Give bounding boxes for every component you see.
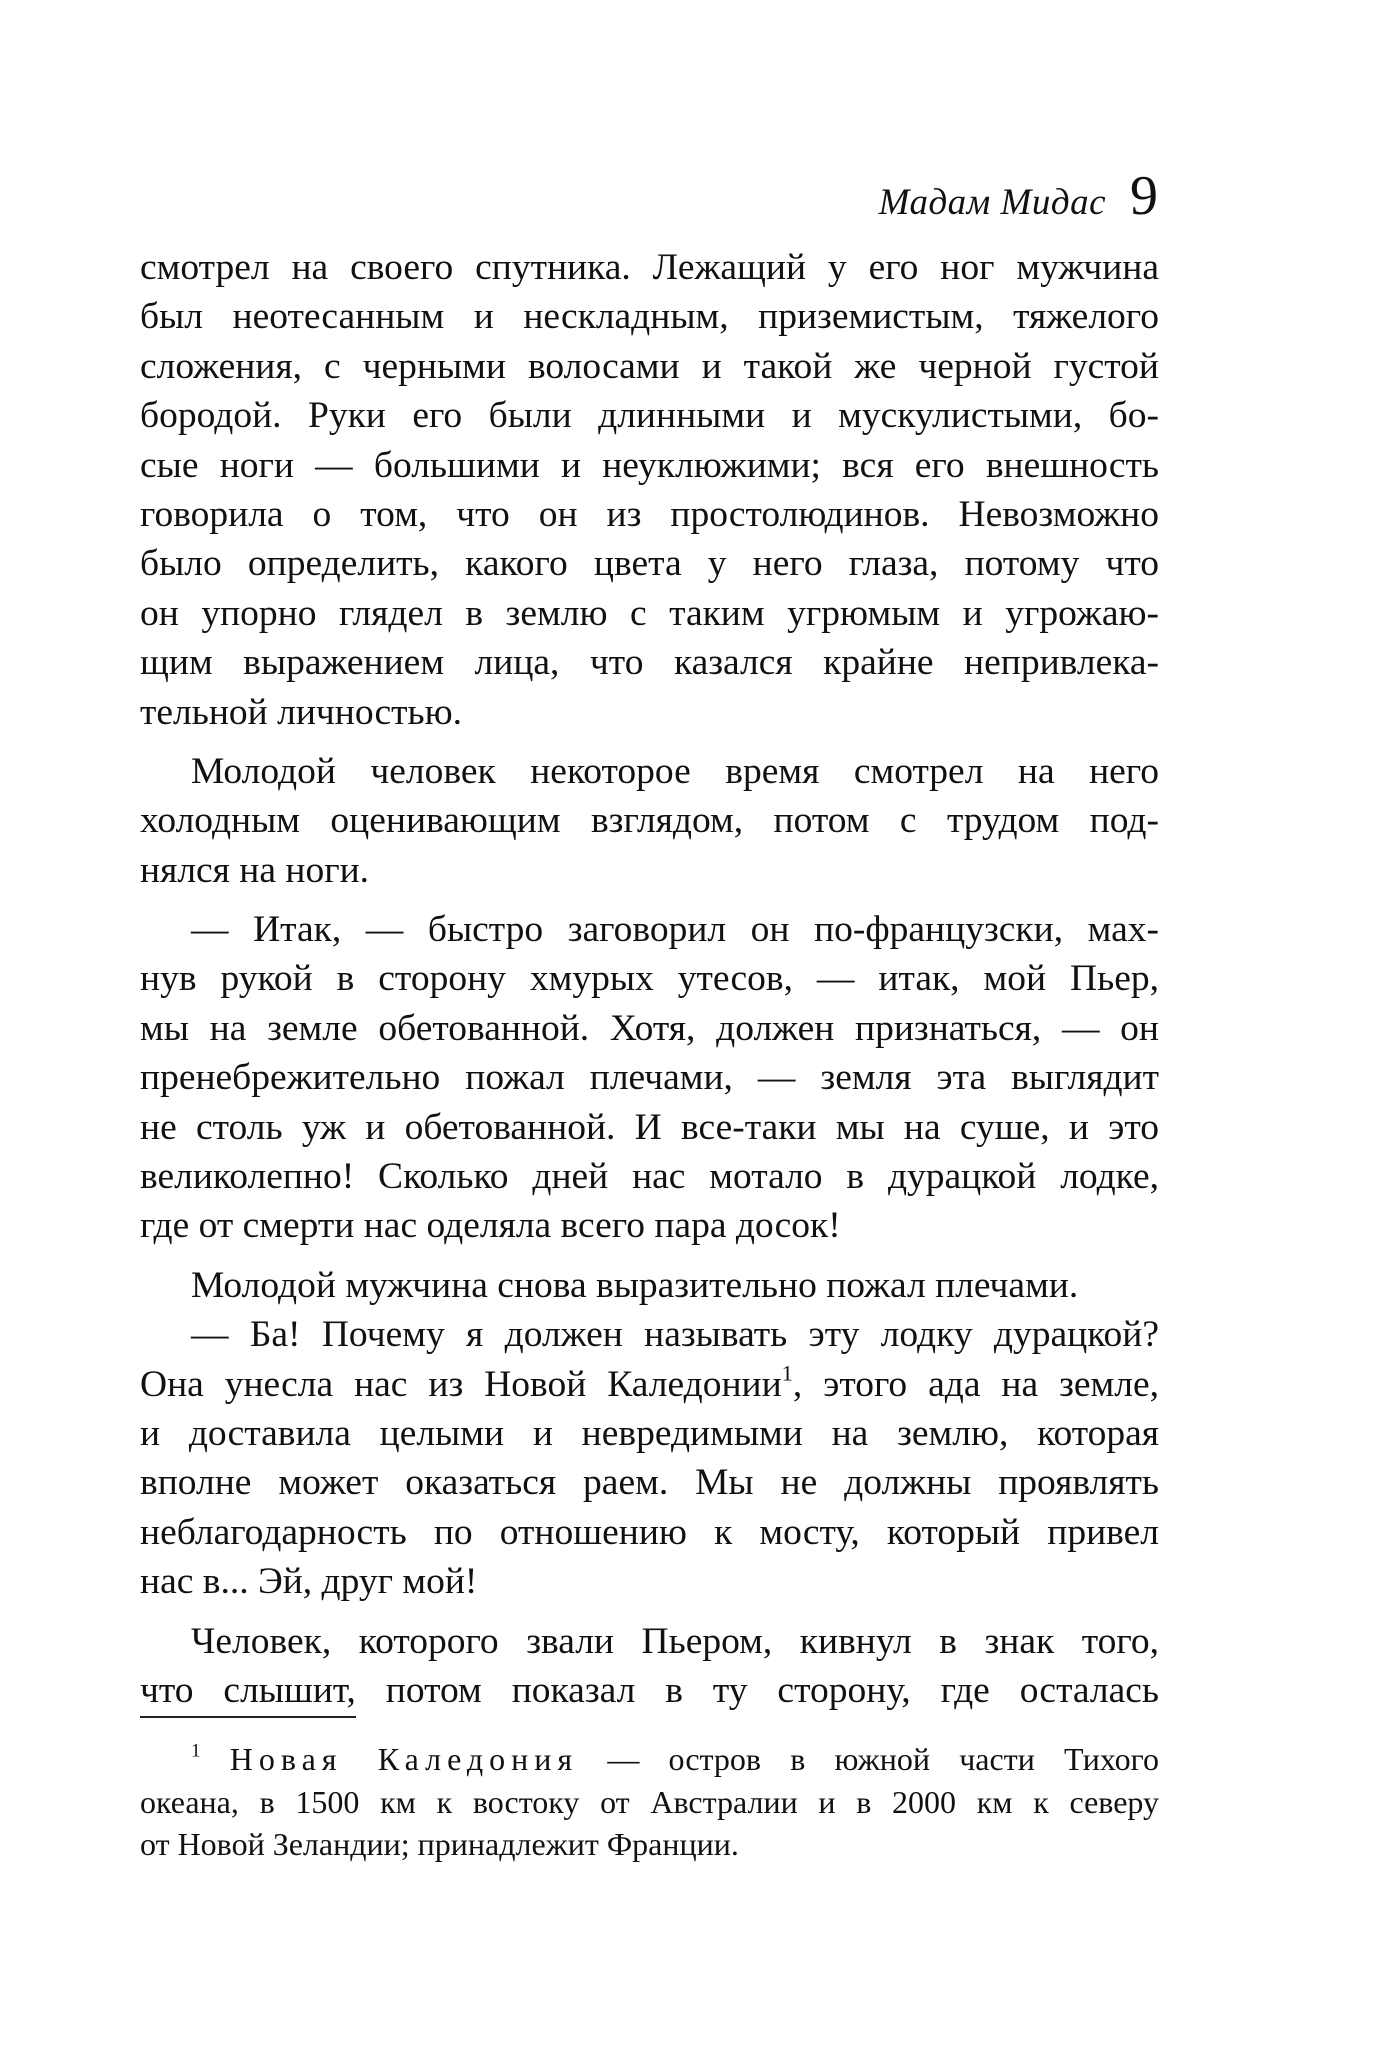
text-line: Молодой человек некоторое время смотрел на него [191,750,1159,792]
footnote-term: Новая Каледония [229,1741,579,1777]
text-line: — Ба! Почему я должен называть эту лодку дурацкой? [191,1314,1159,1356]
text-line: — Итак, — быстро заговорил он по-французски, мах- [191,909,1159,951]
text-fragment: , этого ада на земле, [792,1363,1160,1405]
text-line: тельной личностью. [140,691,463,733]
text-line: нялся на ноги. [140,849,370,891]
footnote-line: от Новой Зеландии; принадлежит Франции. [140,1826,739,1862]
text-line: мы на земле обетованной. Хотя, должен признаться, — он [140,1007,1159,1049]
footnote-line [140,1738,1159,1781]
text-line: где от смерти нас оделяла всего пара досок! [140,1205,841,1247]
body-text [140,243,1159,1715]
text-line: смотрел на своего спутника. Лежащий у его ног мужчина [140,247,1159,288]
text-fragment: Она унесла нас из Новой Каледонии [140,1363,782,1405]
text-line: вполне может оказаться раем. Мы не должны проявлять [140,1462,1159,1504]
text-line: сложения, с черными волосами и такой же черной густой [140,345,1159,387]
text-line: был неотесанным и нескладным, приземистым, тяжелого [140,296,1159,338]
text-line: неблагодарность по отношению к мосту, который привел [140,1511,1159,1553]
text-line: не столь уж и обетованной. И все-таки мы на суше, и это [140,1106,1159,1148]
text-line: пренебрежительно пожал плечами, — земля эта выглядит [140,1057,1159,1099]
footnote-divider [140,1716,356,1718]
text-line: было определить, какого цвета у него глаза, потому что [140,543,1159,585]
text-line: бородой. Руки его были длинными и мускулистыми, бо- [140,395,1159,437]
text-line: великолепно! Сколько дней нас мотало в дурацкой лодке, [140,1156,1159,1198]
text-line: говорила о том, что он из простолюдинов. Невозможно [140,493,1159,535]
text-line: щим выражением лица, что казался крайне непривлека- [140,642,1159,684]
running-title: Мадам Мидас [878,182,1106,223]
footnote-text: — остров в южной части Тихого [578,1741,1159,1777]
text-line [140,1360,1159,1409]
footnote-ref: 1 [781,1359,793,1385]
page-number: 9 [1130,165,1158,227]
text-line: он упорно глядел в землю с таким угрюмым и угрожаю- [140,592,1159,634]
footnote-line: океана, в 1500 км к востоку от Австралии и в 2000 км к северу [140,1783,1159,1820]
running-head [878,165,1158,227]
text-line: что слышит, потом показал в ту сторону, где осталась [140,1669,1159,1711]
text-line: холодным оценивающим взглядом, потом с трудом под- [140,800,1159,842]
text-line: и доставила целыми и невредимыми на землю, которая [140,1412,1159,1454]
footnote-marker: 1 [191,1740,201,1762]
text-line: нув рукой в сторону хмурых утесов, — итак, мой Пьер, [140,958,1159,1000]
footnote [140,1738,1159,1866]
text-line: Молодой мужчина снова выразительно пожал плечами. [191,1264,1079,1306]
text-line: сые ноги — большими и неуклюжими; вся его внешность [140,444,1159,486]
text-line: нас в... Эй, друг мой! [140,1561,478,1603]
text-line: Человек, которого звали Пьером, кивнул в знак того, [191,1620,1159,1662]
